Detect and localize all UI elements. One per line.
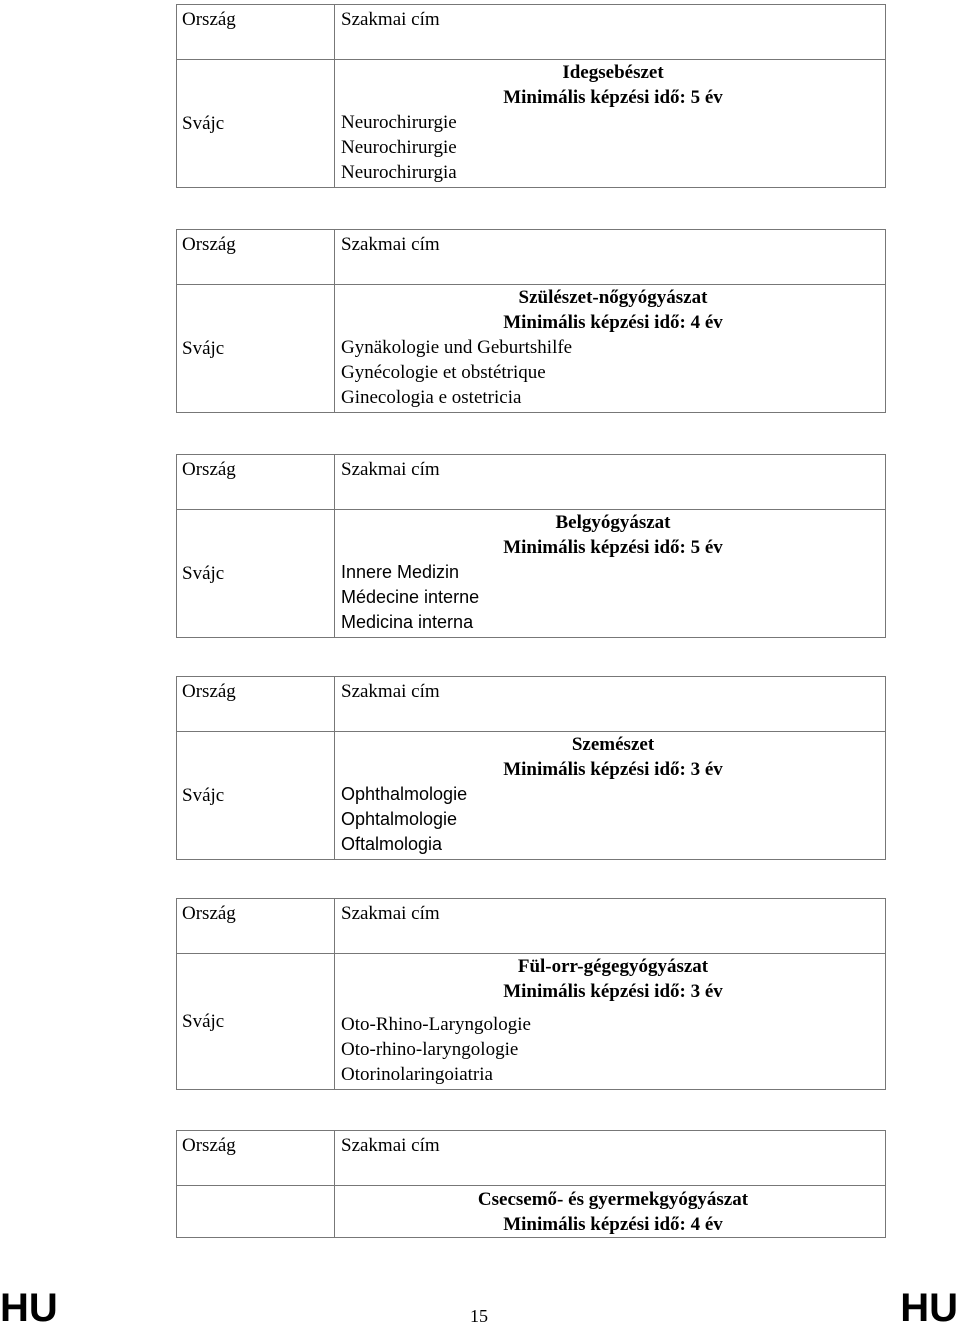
title-de: Oto-Rhino-Laryngologie	[341, 1014, 531, 1035]
country-header: Ország	[177, 899, 335, 954]
title-list	[341, 560, 885, 637]
specialty-name: Belgyógyászat	[555, 512, 671, 533]
title-it: Neurochirurgia	[341, 162, 457, 183]
specialty-table-paediatrics	[176, 1130, 886, 1238]
min-training: Minimális képzési idő: 3 év	[503, 981, 723, 1002]
title-header: Szakmai cím	[335, 1131, 886, 1186]
title-header: Szakmai cím	[335, 455, 886, 510]
title-list	[341, 335, 885, 412]
specialty-name: Idegsebészet	[562, 62, 664, 83]
title-list	[341, 110, 885, 187]
title-fr: Neurochirurgie	[341, 137, 457, 158]
title-de: Innere Medizin	[341, 562, 460, 582]
country-header: Ország	[177, 5, 335, 60]
title-fr: Gynécologie et obstétrique	[341, 362, 546, 383]
title-fr: Médecine interne	[341, 587, 480, 607]
title-cell	[335, 510, 886, 638]
country-cell	[177, 1186, 335, 1238]
min-training: Minimális képzési idő: 4 év	[503, 1214, 723, 1235]
specialty-name: Fül-orr-gégegyógyászat	[517, 956, 709, 977]
title-cell	[335, 60, 886, 188]
title-cell	[335, 285, 886, 413]
specialty-table-neurosurgery	[176, 4, 886, 188]
title-list	[341, 782, 885, 859]
title-cell	[335, 954, 886, 1090]
footer-country-code-left: HU	[0, 1286, 58, 1330]
title-it: Otorinolaringoiatria	[341, 1064, 493, 1085]
page-number: 15	[470, 1306, 488, 1326]
country-cell: Svájc	[177, 60, 335, 188]
title-fr: Oto-rhino-laryngologie	[341, 1039, 519, 1060]
specialty-name: Szemészet	[571, 734, 655, 755]
title-de: Gynäkologie und Geburtshilfe	[341, 337, 573, 358]
min-training: Minimális képzési idő: 5 év	[503, 537, 723, 558]
country-cell: Svájc	[177, 510, 335, 638]
title-fr: Ophtalmologie	[341, 809, 458, 829]
title-it: Oftalmologia	[341, 834, 443, 854]
specialty-table-obstetrics	[176, 229, 886, 413]
title-de: Neurochirurgie	[341, 112, 457, 133]
min-training: Minimális képzési idő: 5 év	[503, 87, 723, 108]
country-header: Ország	[177, 1131, 335, 1186]
country-cell: Svájc	[177, 285, 335, 413]
title-header: Szakmai cím	[335, 230, 886, 285]
title-de: Ophthalmologie	[341, 784, 468, 804]
country-header: Ország	[177, 230, 335, 285]
title-header: Szakmai cím	[335, 899, 886, 954]
footer-country-code-right: HU	[900, 1286, 958, 1330]
specialty-table-ophthalmology	[176, 676, 886, 860]
title-it: Ginecologia e ostetricia	[341, 387, 522, 408]
specialty-table-internal-medicine	[176, 454, 886, 638]
country-cell: Svájc	[177, 732, 335, 860]
country-cell: Svájc	[177, 954, 335, 1090]
title-cell	[335, 1186, 886, 1238]
min-training: Minimális képzési idő: 3 év	[503, 759, 723, 780]
country-header: Ország	[177, 455, 335, 510]
title-it: Medicina interna	[341, 612, 474, 632]
title-header: Szakmai cím	[335, 5, 886, 60]
title-cell	[335, 732, 886, 860]
min-training: Minimális képzési idő: 4 év	[503, 312, 723, 333]
title-header: Szakmai cím	[335, 677, 886, 732]
specialty-table-ent	[176, 898, 886, 1090]
specialty-name: Csecsemő- és gyermekgyógyászat	[477, 1189, 749, 1210]
specialty-name: Szülészet-nőgyógyászat	[518, 287, 708, 308]
title-list	[341, 1012, 885, 1089]
country-header: Ország	[177, 677, 335, 732]
